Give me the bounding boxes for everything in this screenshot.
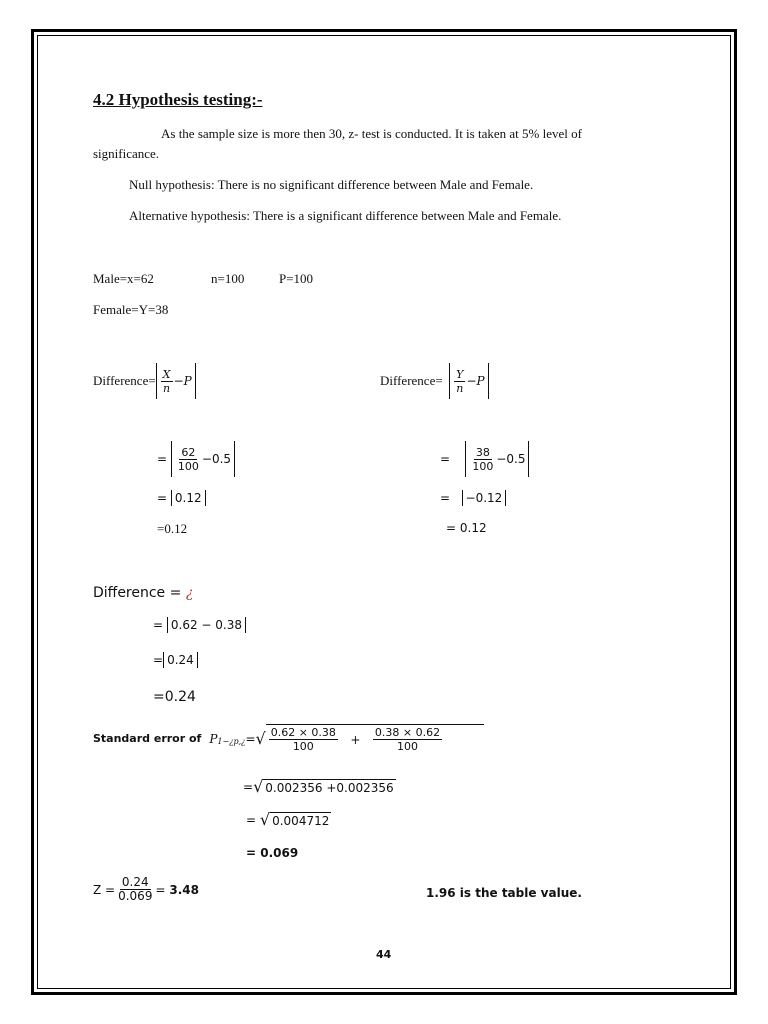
left-step-2 <box>157 490 206 506</box>
intro-line-2: significance. <box>93 146 160 161</box>
p-symbol: P <box>209 731 218 746</box>
z-formula <box>93 876 199 903</box>
z-value: 3.48 <box>169 882 199 897</box>
se-step-1-value: 0.002356 +0.002356 <box>265 780 394 795</box>
standard-error-result: = 0.069 <box>246 846 299 860</box>
right-difference-label: Difference= <box>380 373 443 388</box>
z-eq: = <box>155 882 166 897</box>
sample-size: n=100 <box>211 271 245 286</box>
right-abs-numeric: $\frac{38}{100}$ − 0.5 <box>465 441 529 477</box>
se-fraction-2 <box>373 726 442 753</box>
right-difference-formula <box>380 363 489 399</box>
standard-error-step-2: = √ 0.004712 <box>246 810 330 829</box>
p-subscript: 1−¿p,¿ <box>217 737 246 746</box>
standard-error-sqrt: √ $\frac{0.62 \times 0.38}{100}$ + $\frac{0.38 \times 0.62}{100}$ <box>256 724 484 753</box>
left-result: =0.12 <box>157 521 188 536</box>
left-abs-expression: $\frac{X}{n}$ − P <box>156 363 196 399</box>
right-eq-1: = <box>440 452 451 466</box>
left-frac-num: X <box>162 367 171 381</box>
right-eq-2: = <box>440 491 451 505</box>
left-abs-value: 0.12 <box>171 490 206 506</box>
se-frac2-num: 0.38 × 0.62 <box>374 726 441 739</box>
standard-error-formula: Standard error of P 1−¿p,¿ = √ $\frac{0.62 \times 0.38}{100}$ + $\frac{0.38 \times 0.62}{100}$ <box>93 724 484 753</box>
left-minus-value: 0.5 <box>211 452 232 466</box>
right-frac-den: n <box>456 381 464 395</box>
difference-step-1-value: 0.62 − 0.38 <box>167 617 246 633</box>
right-minus-symbol: P <box>476 374 485 388</box>
right-frac-num: Y <box>456 367 464 381</box>
z-label: Z = <box>93 882 116 897</box>
right-step-2 <box>440 490 506 506</box>
difference-step-1: = 0.62 − 0.38 <box>153 617 246 633</box>
difference-symbol: ¿ <box>185 585 194 601</box>
left-eq-2: = <box>157 491 168 505</box>
right-abs-value: −0.12 <box>462 490 507 506</box>
se-step-2-value: 0.004712 <box>272 813 330 828</box>
right-step-1 <box>440 441 529 477</box>
female-count: Female=Y=38 <box>93 302 169 317</box>
standard-error-label: Standard error of <box>93 732 202 745</box>
z-fraction <box>116 876 154 903</box>
left-symbol-fraction <box>161 368 173 395</box>
se-plus: + <box>350 732 361 747</box>
alternative-hypothesis: Alternative hypothesis: There is a significant difference between Male and Female. <box>129 208 562 223</box>
right-minus-value: 0.5 <box>506 452 526 466</box>
se-fraction-1 <box>269 726 338 753</box>
right-symbol-fraction <box>454 368 465 395</box>
right-numeric-fraction <box>470 446 495 473</box>
section-heading: 4.2 Hypothesis testing:- <box>93 90 263 109</box>
p-value-given: P=100 <box>279 271 314 286</box>
se-frac2-den: 100 <box>396 740 418 753</box>
left-eq-1: = <box>157 452 168 466</box>
z-den: 0.069 <box>118 889 153 903</box>
standard-error-step-1: = √ 0.002356 +0.002356 <box>243 777 394 796</box>
right-num-value: 38 <box>475 445 490 459</box>
left-frac-den: n <box>163 381 171 395</box>
left-difference-formula <box>93 363 196 399</box>
difference-step-2: = 0.24 <box>153 652 198 668</box>
male-count: Male=x=62 <box>93 271 154 286</box>
intro-line-1: As the sample size is more then 30, z- test is conducted. It is taken at 5% level of <box>161 126 582 141</box>
difference-label: Difference = <box>93 585 186 601</box>
table-value-note: 1.96 is the table value. <box>426 886 582 900</box>
left-difference-label: Difference= <box>93 373 156 388</box>
intro-paragraph <box>93 124 673 164</box>
page-number: 44 <box>376 948 392 961</box>
difference-step-2-value: 0.24 <box>163 652 198 668</box>
z-num: 0.24 <box>121 875 149 889</box>
left-den-value: 100 <box>177 459 199 473</box>
left-step-1 <box>157 441 235 477</box>
left-minus-symbol: P <box>183 374 192 388</box>
right-den-value: 100 <box>472 459 494 473</box>
null-hypothesis: Null hypothesis: There is no significant difference between Male and Female. <box>129 177 534 192</box>
difference-result: =0.24 <box>153 689 196 705</box>
left-num-value: 62 <box>181 445 196 459</box>
right-result: = 0.12 <box>446 521 487 535</box>
se-frac1-num: 0.62 × 0.38 <box>270 726 336 739</box>
se-frac1-den: 100 <box>292 740 314 753</box>
left-numeric-fraction <box>176 446 201 473</box>
right-abs-expression: $\frac{Y}{n}$ − P <box>449 363 488 399</box>
left-abs-numeric: $\frac{62}{100}$ − 0.5 <box>171 441 235 477</box>
difference-heading <box>93 585 193 601</box>
